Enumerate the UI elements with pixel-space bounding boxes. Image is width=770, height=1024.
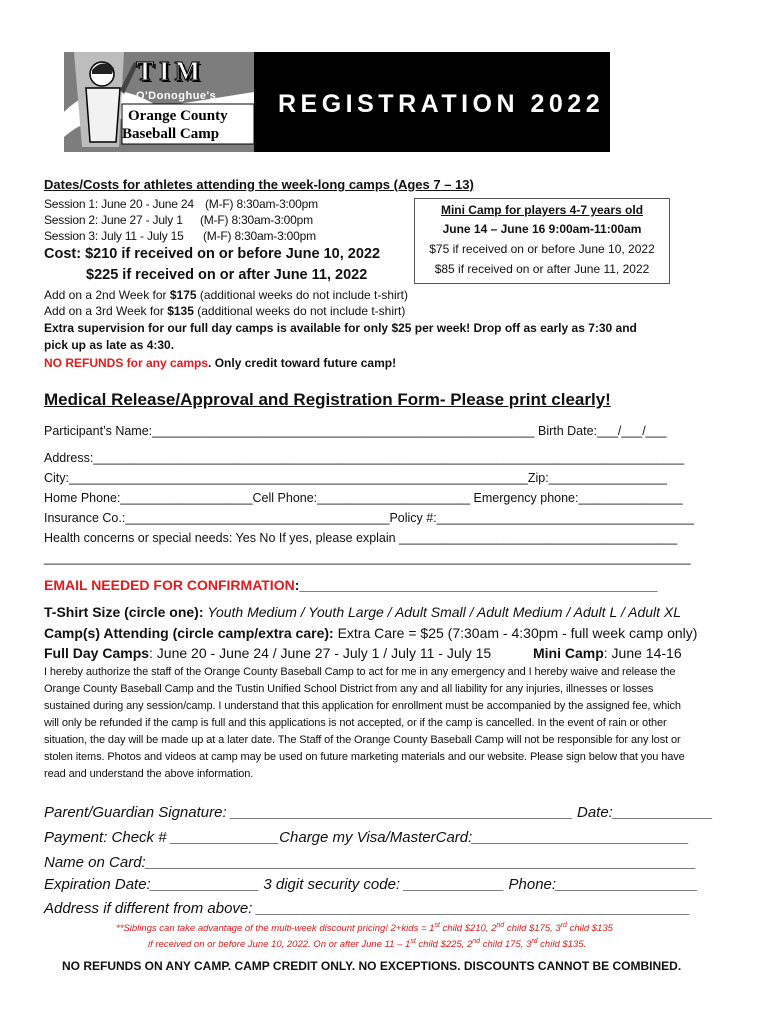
final-notice: NO REFUNDS ON ANY CAMP. CAMP CREDIT ONLY. NO EXCEPTIONS. DISCOUNTS CANNOT BE COMBINED. [62, 959, 682, 973]
mini-camp-box [414, 198, 670, 284]
waiver-text [44, 664, 724, 783]
cost-line-1: Cost: $210 if received on or before June 10, 2022 [44, 246, 381, 262]
no-refunds-notice: NO REFUNDS for any camps. Only credit toward future camp! [44, 356, 397, 370]
logo-tim: TIM [136, 56, 205, 86]
waiver-line: read and understand the above information. [44, 768, 254, 780]
waiver-line: situation, the day will be made up at a later date. The Staff of the Orange County Baseball Camp will not be responsible for any lost or [44, 734, 681, 746]
session-1: Session 1: June 20 - June 24 [44, 197, 194, 211]
mini-camp-price-1: $75 if received on or before June 10, 2022 [429, 242, 655, 256]
dates-heading: Dates/Costs for athletes attending the week-long camps (Ages 7 – 13) [44, 177, 474, 192]
sibling-discount-line-1: **Siblings can take advantage of the multi-week discount pricing! 2+kids = 1st child $210, 2nd child $175, 3rd child $135 [116, 921, 613, 934]
extra-supervision-1: Extra supervision for our full day camps is available for only $25 per week! Drop off as early as 7:30 and [44, 321, 637, 335]
form-heading: Medical Release/Approval and Registration Form- Please print clearly! [44, 390, 611, 409]
insurance-field[interactable]: Insurance Co.:______________________________________Policy #:_____________________________________ [44, 511, 694, 525]
mini-camp-price-2: $85 if received on or after June 11, 2022 [434, 262, 650, 276]
title-bar [254, 52, 610, 152]
address-field[interactable]: Address:_____________________________________________________________________________________ [44, 451, 685, 465]
sibling-discount-line-2: if received on or before June 10, 2022. On or after June 11 – 1st child $225, 2nd child 175, 3rd child $135. [148, 937, 587, 950]
session-2: Session 2: June 27 - July 1 [44, 213, 183, 227]
mini-camp-title: Mini Camp for players 4-7 years old [440, 203, 644, 217]
add-second-week: Add on a 2nd Week for $175 (additional weeks do not include t-shirt) [44, 288, 409, 302]
health-extra-line[interactable]: _____________________________________________________________________________________________ [44, 551, 691, 565]
expiration-field[interactable]: Expiration Date:_____________ 3 digit security code: ____________ Phone:_________________ [44, 876, 698, 893]
session-3: Session 3: July 11 - July 15 [44, 229, 184, 243]
page-title: REGISTRATION 2022 [278, 90, 605, 118]
logo-baseball-camp: Baseball Camp [122, 126, 220, 142]
email-field[interactable]: EMAIL NEEDED FOR CONFIRMATION:______________________________________________ [44, 577, 658, 593]
full-day-camps[interactable]: Full Day Camps: June 20 - June 24 / June 27 - July 1 / July 11 - July 15 [44, 645, 492, 661]
mini-camp-option[interactable]: Mini Camp: June 14-16 [533, 645, 682, 661]
waiver-line: stolen items. Photos and videos at camp may be used on future marketing materials and our website. Please sign below that you have [44, 751, 685, 763]
extra-supervision-2: pick up as late as 4:30. [44, 338, 175, 352]
camp-logo [64, 52, 254, 152]
waiver-line: will only be refunded if the camp is full and this applications is not accepted, or if the camp is cancelled. In the event of rain or other [44, 717, 667, 729]
mini-camp-dates: June 14 – June 16 9:00am-11:00am [442, 222, 642, 236]
camps-attending[interactable]: Camp(s) Attending (circle camp/extra care): Extra Care = $25 (7:30am - 4:30pm - full week camp only) [44, 625, 698, 641]
alt-address-field[interactable]: Address if different from above: ____________________________________________________ [44, 900, 691, 917]
name-on-card-field[interactable]: Name on Card:__________________________________________________________________ [44, 854, 697, 871]
waiver-line: I hereby authorize the staff of the Orange County Baseball Camp to act for me in any emergency and I hereby waive and release the [44, 666, 676, 678]
cost-line-2: $225 if received on or after June 11, 2022 [86, 267, 368, 283]
add-third-week: Add on a 3rd Week for $135 (additional weeks do not include t-shirt) [44, 304, 406, 318]
session-3-time: (M-F) 8:30am-3:00pm [203, 229, 316, 243]
payment-field[interactable]: Payment: Check # _____________Charge my Visa/MasterCard:__________________________ [44, 829, 690, 846]
logo-odonoghue: O'Donoghue's [136, 90, 217, 102]
session-2-time: (M-F) 8:30am-3:00pm [200, 213, 313, 227]
waiver-line: sustained during any session/camp. I understand that this application for enrollment must be accompanied by the assigned fee, which [44, 700, 681, 712]
waiver-line: Orange County Baseball Camp and the Tustin Unified School District from any and all liability for any injuries, illnesses or losses [44, 683, 654, 695]
city-zip-field[interactable]: City:__________________________________________________________________Zip:_________________ [44, 471, 667, 485]
parent-signature-field[interactable]: Parent/Guardian Signature: _________________________________________ Date:____________ [44, 804, 713, 821]
logo-orange-county: Orange County [128, 108, 228, 124]
phone-fields[interactable]: Home Phone:___________________Cell Phone:______________________ Emergency phone:_______________ [44, 491, 683, 505]
participant-name-field[interactable]: Participant’s Name:_______________________________________________________ Birth Date:___/___/___ [44, 424, 667, 438]
session-1-time: (M-F) 8:30am-3:00pm [205, 197, 318, 211]
health-concerns-field[interactable]: Health concerns or special needs: Yes No If yes, please explain ________________________________________ [44, 531, 678, 545]
tshirt-size-options[interactable]: T-Shirt Size (circle one): Youth Medium / Youth Large / Adult Small / Adult Medium / Adult L / Adult XL [44, 604, 682, 620]
